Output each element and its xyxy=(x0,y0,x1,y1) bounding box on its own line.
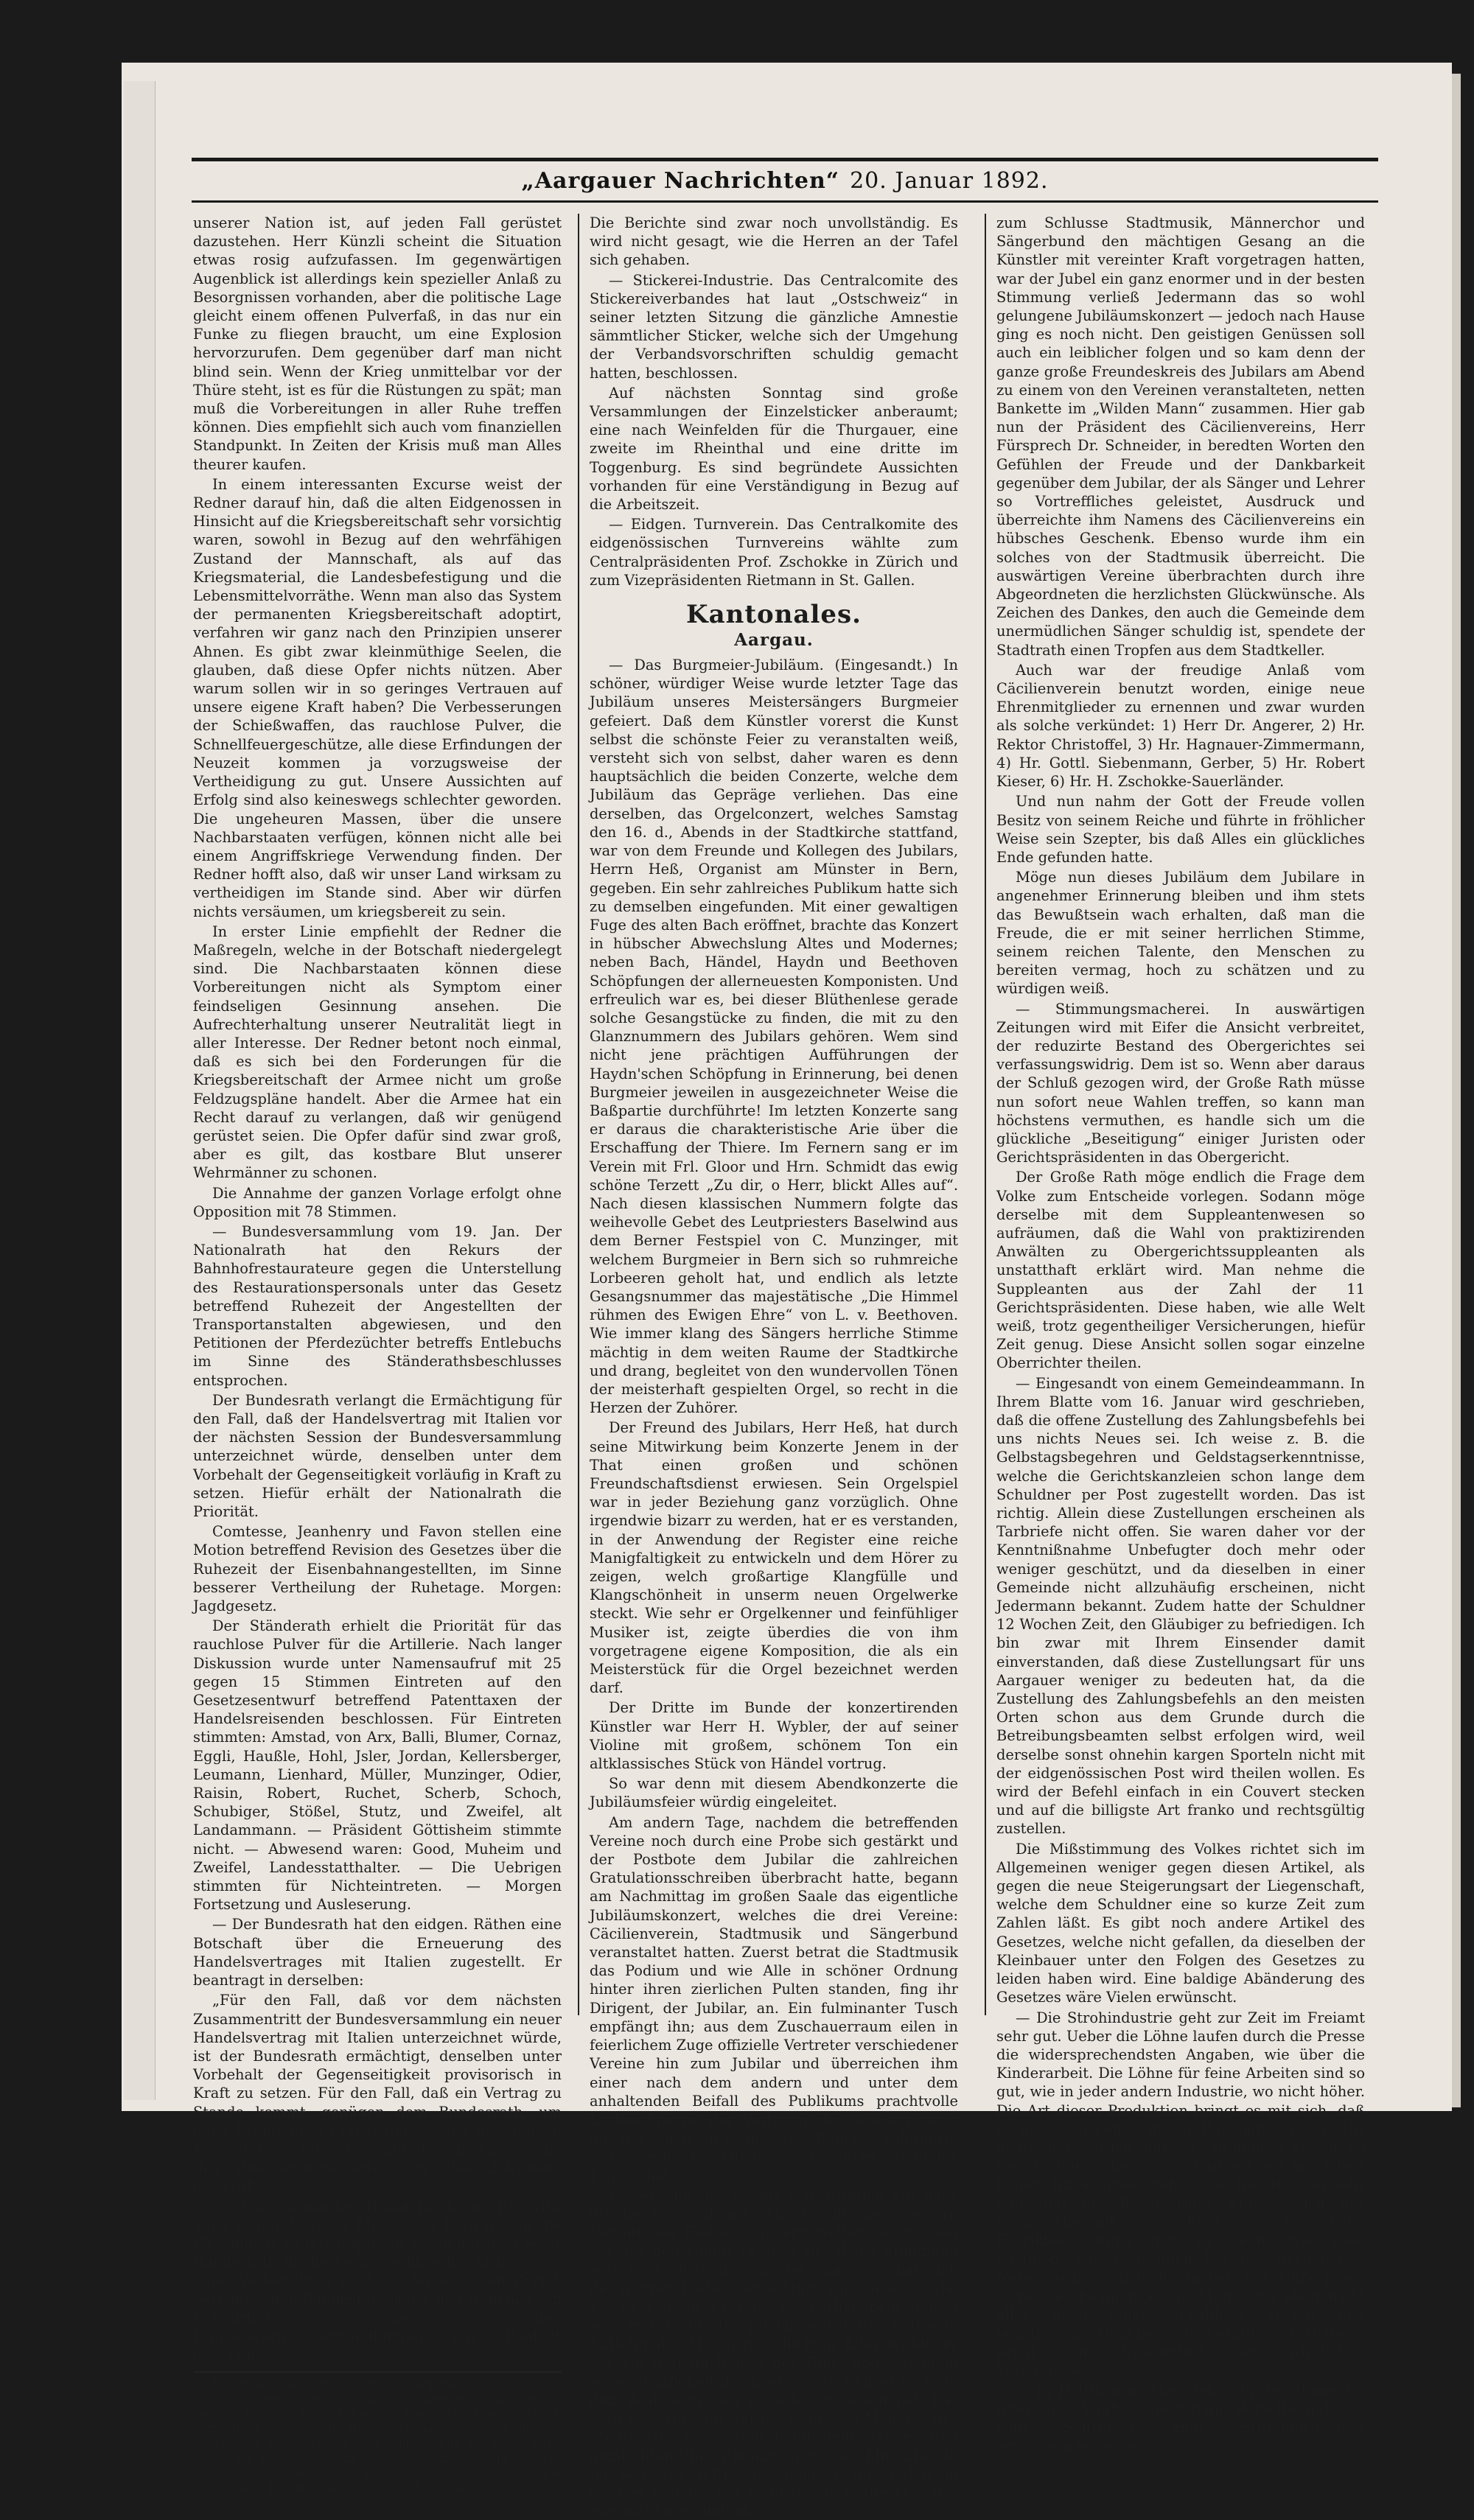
article-paragraph: Der Dritte im Bunde der konzertirenden Künstler war Herr H. Wybler, der auf seiner Violine mit großem, schönem Ton ein altklassisches Stück von Händel vortrug. xyxy=(590,1699,958,1773)
article-paragraph: — Eidgen. Turnverein. Das Centralkomite des eidgenössischen Turnvereins wählte zum Centralpräsidenten Prof. Zschokke in Zürich und zum Vizepräsidenten Rietmann in St. Gallen. xyxy=(590,516,958,589)
article-paragraph: Dieser einleitende Akt war wirklich ein ganz erhebender und wir wissen nun den weitern Verlauf des Festes schildern wollen, so müssen wir uns neuerdings in diese gehobene Stimmung versetzen, denn die gleiche Stimmung hat sich des ganzen Festes bemächtigt. Gingen schon die Vorträge der drei Vereine in so erhabenem Styl, so war erst recht der Jubilar selbst der gefeierte Mittelpunkt. Mit unermüdlichem Eifer wirkte er wie ein Gott im Reiche der Töne, und was er in seiner Thätigkeit geleistet, zeigte sich so recht in dem Andenken, das er sich geschaffen hat. Nie wird er vergessen werden in unsern Mauern. Der Stadtmusik, dem Sängerbund, dem Männer- und gemischten Chor, die alle einzeln als Mitwirkende im Konzerte auftraten, spendete das Publikum reichen Beifall. Den Männerchor wollte es sogar zweimal haben und als xyxy=(590,2186,958,2520)
article-paragraph: — In Dottikon ist Herr Jakob Furter-Stäger im Alter von 45 Jahren gestorben. Derselbe hat sich vom Schreiner zum Strohfabrikanten emporgearbeitet. — xyxy=(996,2381,1365,2455)
article-paragraph: — Eidgenössische Hofnachrichten. Es wird auch in der Schweiz Mode, von Bern aus in die Welt hinaus zu telegraphiren, wenn der oder jener Bundesrath in die Ferien geht, oder zu der oder jener Verhandlung reist 2c. So wird von Zürich berichtet, der Bundesrath habe den italienischen Delegirten bei den Handelsvertragsverhandlungen ein Bankett gegeben. xyxy=(193,2197,562,2364)
adjacent-page-edge xyxy=(124,81,156,2100)
column-right xyxy=(996,214,1365,2455)
article-paragraph: — Stimmungsmacherei. In auswärtigen Zeitungen wird mit Eifer die Ansicht verbreitet, der reduzirte Bestand des Obergerichtes sei verfassungswidrig. Dem ist so. Wenn aber daraus der Schluß gezogen wird, der Große Rath müsse nun sofort neue Wahlen treffen, so kann man höchstens vermuthen, es handle sich um die glückliche „Beseitigung“ einiger Juristen oder Gerichtspräsidenten in das Obergericht. xyxy=(996,1000,1365,1166)
article-paragraph: — Bundesversammlung vom 19. Jan. Der Nationalrath hat den Rekurs der Bahnhofrestaurateure gegen die Unterstellung des Restaurationspersonals unter das Gesetz betreffend Ruhezeit der Angestellten der Transportanstalten abgewiesen, und den Petitionen der Pferdezüchter betreffs Entlebuchs im Sinne des Ständerathsbeschlusses entsprochen. xyxy=(193,1222,562,1389)
article-paragraph: Auch war der freudige Anlaß vom Cäcilienverein benutzt worden, einige neue Ehrenmitglieder zu ernennen und zwar wurden als solche verkündet: 1) Herr Dr. Angerer, 2) Hr. Rektor Christoffel, 3) Hr. Hagnauer-Zimmermann, 4) Hr. Gottl. Siebenmann, Gerber, 5) Hr. Robert Kieser, 6) Hr. H. Zschokke-Sauerländer. xyxy=(996,661,1365,791)
article-paragraph: Und nun nahm der Gott der Freude vollen Besitz von seinem Reiche und führte in fröhlicher Weise sein Szepter, bis daß Alles ein glückliches Ende gefunden hatte. xyxy=(996,793,1365,866)
article-paragraph: zum Schlusse Stadtmusik, Männerchor und Sängerbund den mächtigen Gesang an die Künstler mit vereinter Kraft vorgetragen hatten, war der Jubel ein ganz enormer und in der besten Stimmung verließ Jedermann das so wohl gelungene Jubiläumskonzert — jedoch nach Hause ging es noch nicht. Den geistigen Genüssen soll auch ein leiblicher folgen und so kam denn der ganze große Freundeskreis des Jubilars am Abend zu einem von den Vereinen veranstalteten, netten Bankette im „Wilden Mann“ zusammen. Hier gab nun der Präsident des Cäcilienvereins, Herr Fürsprech Dr. Schneider, in beredten Worten den Gefühlen der Freude und der Dankbarkeit gegenüber dem Jubilar, der als Sänger und Lehrer so Vortreffliches geleistet, Ausdruck und überreichte ihm Namens des Cäcilienvereins ein hübsches Geschenk. Ebenso wurde ihm ein solches von der Stadtmusik überreicht. Die auswärtigen Vereine überbrachten durch ihre Abgeordneten die herzlichsten Glückwünsche. Als Zeichen des Dankes, den auch die Gemeinde dem unermüdlichen Sänger schuldig ist, spendete der Stadtrath einen Tropfen aus dem Stadtkeller. xyxy=(996,214,1365,659)
paper-edge xyxy=(1452,74,1461,2107)
article-paragraph: Der Große Rath möge endlich die Frage dem Volke zum Entscheide vorlegen. Sodann möge derselbe mit dem Suppleantenwesen so aufräumen, daß die Wahl von praktizirenden Anwälten zu Obergerichtssuppleanten als unstatthaft erklärt wird. Man nehme die Suppleanten aus der Zahl der 11 Gerichtspräsidenten. Diese haben, wie alle Welt weiß, trotz gegentheiliger Versicherungen, hiefür Zeit genug. Diese Ansicht sollen sogar einzelne Oberrichter theilen. xyxy=(996,1169,1365,1372)
article-paragraph: Der Freund des Jubilars, Herr Heß, hat durch seine Mitwirkung beim Konzerte Jenem in der That einen großen und schönen Freundschaftsdienst erwiesen. Sein Orgelspiel war in jeder Beziehung ganz vorzüglich. Ohne irgendwie bizarr zu werden, hat er es verstanden, in der Anwendung der Register eine reiche Manigfaltigkeit zu entwickeln und dem Hörer zu zeigen, welch großartige Klangfülle und Klangschönheit in unserm neuen Orgelwerke steckt. Wie sehr er Orgelkenner und feinfühliger Musiker ist, zeigte überdies die von ihm vorgetragene eigene Komposition, die als ein Meisterstück für die Orgel bezeichnet werden darf. xyxy=(590,1419,958,1697)
article-paragraph: Möge nun dieses Jubiläum dem Jubilare in angenehmer Erinnerung bleiben und ihm stets das Bewußtsein wach erhalten, daß man die Freude, die er mit seiner herrlichen Stimme, seinem reichen Talente, den Menschen zu bereiten vermag, hoch zu schätzen und zu würdigen weiß. xyxy=(996,869,1365,998)
article-paragraph: — Eingesandt von einem Gemeindeammann. In Ihrem Blatte vom 16. Januar wird geschrieben, daß die offene Zustellung des Zahlungsbefehls bei uns nichts Neues sei. Ich weise z. B. die Gelbstagsbegehren und Geldstagserkenntnisse, welche die Gerichtskanzleien schon lange dem Schuldner per Post zugestellt worden. Das ist richtig. Allein diese Zustellungen erscheinen als Tarbriefe nicht offen. Sie waren daher vor der Kenntnißnahme Unbefugter doch mehr oder weniger geschützt, und da dieselben in einer Gemeinde nicht allzuhäufig erscheinen, nicht Jedermann bekannt. Zudem hatte der Schuldner 12 Wochen Zeit, den Gläubiger zu befriedigen. Ich bin zwar mit Ihrem Einsender damit einverstanden, daß diese Zustellungsart für uns Aargauer weniger zu bedeuten hat, da die Zustellung des Zahlungsbefehls an den meisten Orten schon aus dem Grunde durch die Betreibungsbeamten selbst erfolgen wird, weil derselbe sonst ohnehin kargen Sporteln nicht mit der eidgenössischen Post wird theilen wollen. Es wird der Befehl einfach in ein Couvert stecken und auf die billigste Art franko und rechtsgültig zustellen. xyxy=(996,1374,1365,1838)
header-rule-bottom xyxy=(192,200,1378,203)
issue-date: 20. Januar 1892. xyxy=(850,167,1049,194)
article-paragraph: — Das Burgmeier-Jubiläum. (Eingesandt.) In schöner, würdiger Weise wurde letzter Tage das Jubiläum unseres Meistersängers Burgmeier gefeiert. Daß dem Künstler vorerst die Kunst selbst die schönste Feier zu veranstalten weiß, versteht sich von selbst, daher waren es denn hauptsächlich die beiden Conzerte, welche dem Jubiläum das Gepräge verliehen. Das eine derselben, das Orgelconzert, welches Samstag den 16. d., Abends in der Stadtkirche stattfand, war von dem Freunde und Kollegen des Jubilars, Herrn Heß, Organist am Münster in Bern, gegeben. Ein sehr zahlreiches Publikum hatte sich zu demselben eingefunden. Mit einer gewaltigen Fuge des alten Bach eröffnet, brachte das Konzert in hübscher Abwechslung Altes und Modernes; neben Bach, Händel, Haydn und Beethoven Schöpfungen der allerneuesten Komponisten. Und erfreulich war es, bei dieser Blüthenlese gerade solche Gesangstücke zu finden, die mit zu den Glanznummern des Jubilars gehören. Wem sind nicht jene prächtigen Aufführungen der Haydn'schen Schöpfung in Erinnerung, bei denen Burgmeier jeweilen in ausgezeichneter Weise die Baßpartie durchführte! Im letzten Konzerte sang er daraus die charakteristische Arie über die Erschaffung der Thiere. Im Fernern sang er im Verein mit Frl. Gloor und Hrn. Schmidt das ewig schöne Terzett „Zu dir, o Herr, blickt Alles auf“. Nach diesen klassischen Nummern folgte das weihevolle Gebet des Leutpriesters Baselwind aus dem Berner Festspiel von C. Munzinger, mit welchem Burgmeier in Bern sich so ruhmreiche Lorbeeren geholt hat, und endlich als letzte Gesangsnummer das majestätische „Die Himmel rühmen des Ewigen Ehre“ von L. v. Beethoven. Wie immer klang des Sängers herrliche Stimme mächtig in dem weiten Raume der Stadtkirche und drang, begleitet von den wundervollen Tönen der meisterhaft gespielten Orgel, so recht in die Herzen der Zuhörer. xyxy=(590,657,958,1417)
feuilleton-divider xyxy=(193,2371,562,2373)
article-paragraph: „Für den Fall, daß vor dem nächsten Zusammentritt der Bundesversammlung ein neuer Handelsvertrag mit Italien unterzeichnet würde, ist der Bundesrath ermächtigt, denselben unter Vorbehalt der Gegenseitigkeit provisorisch in Kraft zu setzen. Für den Fall, daß ein Vertrag zu Stande kommt, genügen dem Bundesrath, um jeder Eventualität zu begegnen, seine allgemeinen Kompetenzen im Verein mit denjenigen, welche ihm das Bundesgesetz über das Zollwesen gewährt.“ xyxy=(193,1992,562,2195)
article-paragraph: Am andern Tage, nachdem die betreffenden Vereine noch durch eine Probe sich gestärkt und der Postbote dem Jubilar die zahlreichen Gratulationsschreiben überbracht hatte, begann am Nachmittag im großen Saale das eigentliche Jubiläumskonzert, welches die drei Vereine: Cäcilienverein, Stadtmusik und Sängerbund veranstaltet hatten. Zuerst betrat die Stadtmusik das Podium und wie Alle in schöner Ordnung hinter ihren zierlichen Pulten standen, fing ihr Dirigent, der Jubilar, an. Ein fulminanter Tusch empfängt ihn; aus dem Zuschauerraum eilen in feierlichem Zuge offizielle Vertreter verschiedener Vereine hin zum Jubilar und überreichen ihm einer nach dem andern und unter dem anhaltenden Beifall des Publikums prachtvolle Lorbeerkränze, der Vertreter des Gesangvereins aus der einstigen Heimat des Jubilars, Solothurn, sogar ein krystallenes, in Silber gefaßtes Trinkgefäß. xyxy=(590,1813,958,2184)
header-rule-top xyxy=(192,158,1378,161)
article-paragraph: — Stickerei-Industrie. Das Centralcomite des Stickereiverbandes hat laut „Ostschweiz“ in seiner letzten Sitzung die gänzliche Amnestie sämmtlicher Sticker, welche sich der Umgehung der Verbandsvorschriften schuldig gemacht hatten, beschlossen. xyxy=(590,271,958,382)
page-header xyxy=(192,164,1378,197)
article-paragraph: Der Bundesrath verlangt die Ermächtigung für den Fall, daß der Handelsvertrag mit Italien vor der nächsten Session der Bundesversammlung unterzeichnet würde, denselben unter dem Vorbehalt der Gegenseitigkeit vorläufig in Kraft zu setzen. Hiefür erhält der Nationalrath die Priorität. xyxy=(193,1391,562,1521)
article-paragraph: — Der Bundesrath hat den eidgen. Räthen eine Botschaft über die Erneuerung des Handelsvertrages mit Italien zugestellt. Er beantragt in derselben: xyxy=(193,1916,562,1989)
article-paragraph: Die Annahme der ganzen Vorlage erfolgt ohne Opposition mit 78 Stimmen. xyxy=(193,1184,562,1220)
newspaper-title: „Aargauer Nachrichten“ xyxy=(521,167,840,194)
article-paragraph: unserer Nation ist, auf jeden Fall gerüstet dazustehen. Herr Künzli scheint die Situation etwas rosig aufzufassen. Im gegenwärtigen Augenblick ist allerdings kein spezieller Anlaß zu Besorgnissen vorhanden, aber die politische Lage gleicht einem offenen Pulverfaß, in das nur ein Funke zu fliegen braucht, um eine Explosion hervorzurufen. Dem gegenüber darf man nicht blind sein. Wenn der Krieg unmittelbar vor der Thüre steht, ist es für die Rüstungen zu spät; man muß die Vorbereitungen in aller Ruhe treffen können. Dies empfiehlt sich auch vom finanziellen Standpunkt. In Zeiten der Krisis muß man Alles theurer kaufen. xyxy=(193,214,562,473)
column-divider-1 xyxy=(578,214,579,2015)
column-middle xyxy=(590,214,958,2520)
article-paragraph: In einem interessanten Excurse weist der Redner darauf hin, daß die alten Eidgenossen in Hinsicht auf die Kriegsbereitschaft sehr vorsichtig waren, sowohl in Bezug auf den wehrfähigen Zustand der Mannschaft, als auf das Kriegsmaterial, die Landesbefestigung und die Lebensmittelvorräthe. Wenn man also das System der permanenten Kriegsbereitschaft adoptirt, verfahren wir ganz nach den Prinzipien unserer Ahnen. Es gibt zwar kleinmüthige Seelen, die glauben, daß diese Opfer nichts nützen. Aber warum sollen wir in so geringes Vertrauen auf unsere eigene Kraft haben? Die Verbesserungen der Schießwaffen, das rauchlose Pulver, die Schnellfeuergeschütze, alle diese Erfindungen der Neuzeit kommen ja vorzugsweise der Vertheidigung zu gut. Unsere Aussichten auf Erfolg sind also keineswegs schlechter geworden. Die ungeheuren Massen, über die unsere Nachbarstaaten verfügen, können nicht alle bei einem Angriffskriege Verwendung finden. Der Redner hofft also, daß wir unser Land wirksam zu vertheidigen im Stande sind. Aber wir dürfen nichts versäumen, um kriegsbereit zu sein. xyxy=(193,475,562,920)
feuilleton-text: Brautstand damit zubringen, uns gegenseitig zu ironisiren, und mit unseren Gefühlen zu experimentiren!, „Ah, das ist Deine Schuld und Deine Erfindung. Aber Du hast mich wirklich allmählig dazu vermocht, dieser Art und Weise auch eigenen Geschmack abzugewinnen. Ich begreife nur den guten Papa nicht, der einem so warm empfindenden Geschöpf wie Dir gegenüber so lange schwankt, statt Dich sofort in die herrlichsten Träume von einem zukünftigen Glück wiegt.“ xyxy=(193,2378,562,2495)
article-paragraph: Comtesse, Jeanhenry und Favon stellen eine Motion betreffend Revision des Gesetzes über die Ruhezeit der Eisenbahnangestellten, im Sinne besserer Vertheilung der Ruhetage. Morgen: Jagdgesetz. xyxy=(193,1523,562,1615)
article-paragraph: Auf nächsten Sonntag sind große Versammlungen der Einzelsticker anberaumt; eine nach Weinfelden für die Thurgauer, eine zweite im Rheinthal und eine dritte im Toggenburg. Es sind begründete Aussichten vorhanden für eine Verständigung in Bezug auf die Arbeitszeit. xyxy=(590,384,958,514)
section-title: Kantonales. xyxy=(686,600,862,630)
section-subtitle: Aargau. xyxy=(734,630,814,651)
article-paragraph: Die Mißstimmung des Volkes richtet sich im Allgemeinen weniger gegen diesen Artikel, als gegen die neue Steigerungsart der Liegenschaft, welche dem Schuldner eine so kurze Zeit zum Zahlen läßt. Es gibt noch andere Artikel des Gesetzes, welche nicht gefallen, da dieselben der Kleinbauer unter den Folgen des Gesetzes zu leiden haben wird. Eine baldige Abänderung des Gesetzes wäre Vielen erwünscht. xyxy=(996,1840,1365,2006)
article-paragraph: Die Berichte sind zwar noch unvollständig. Es wird nicht gesagt, wie die Herren an der Tafel sich gehaben. xyxy=(590,214,958,269)
column-left xyxy=(193,214,562,2495)
article-paragraph: — Die Strohindustrie geht zur Zeit im Freiamt sehr gut. Ueber die Löhne laufen durch die Presse die widersprechendsten Angaben, wie über die Kinderarbeit. Die Löhne für feine Arbeiten sind so gut, wie in jeder andern Industrie, wo nicht höher. Die Art dieser Produktion bringt es mit sich, daß zu gewissen Zeiten in der Hausindustrie so sehr gearbeitet werden muß, als zu andern Zeiten, so von Kindern, die jetzt allerdings solche Arbeit haben. Im Sommer steht diese Industrie so sehr still und die Bevölkerung widmet sich der Landwirthschaft. Eine eigentliche Fabrikbevölkerung gibt es nicht, wie viele Familien, wie begreiflich bei der bezüglichen Nebenverdienst gänzlich gelöst sind. Ohne jenen wäre dies kaum möglich. Man kann eben nicht alles nach einer Schablone ziehen und beurtheilen. Manches der bezüglichen Urtheile zeugt von Unkenntniß der wirklichen Verhältnisse. xyxy=(996,2009,1365,2379)
article-paragraph: In erster Linie empfiehlt der Redner die Maßregeln, welche in der Botschaft niedergelegt sind. Die Nachbarstaaten können diese Vorbereitungen nicht als Symptom einer feindseligen Gesinnung ansehen. Die Aufrechterhaltung unserer Neutralität liegt in aller Interesse. Der Redner betont noch einmal, daß es sich bei den Forderungen für die Kriegsbereitschaft der Armee nicht um große Feldzugspläne handelt. Aber die Armee hat ein Recht darauf zu verlangen, daß wir genügend gerüstet seien. Die Opfer dafür sind zwar groß, aber es gilt, das kostbare Blut unserer Wehrmänner zu schonen. xyxy=(193,923,562,1182)
column-divider-2 xyxy=(985,214,986,2015)
article-paragraph: So war denn mit diesem Abendkonzerte die Jubiläumsfeier würdig eingeleitet. xyxy=(590,1775,958,1811)
article-paragraph: Der Ständerath erhielt die Priorität für das rauchlose Pulver für die Artillerie. Nach langer Diskussion wurde unter Namensaufruf mit 25 gegen 15 Stimmen Eintreten auf den Gesetzesentwurf betreffend Patenttaxen der Handelsreisenden beschlossen. Für Eintreten stimmten: Amstad, von Arx, Balli, Blumer, Cornaz, Eggli, Haußle, Hohl, Jsler, Jordan, Kellersberger, Leumann, Lienhard, Müller, Munzinger, Odier, Raisin, Robert, Ruchet, Scherb, Schoch, Schubiger, Stößel, Stutz, und Zweifel, alt Landammann. — Präsident Göttisheim stimmte nicht. — Abwesend waren: Good, Muheim und Zweifel, Landesstatthalter. — Die Uebrigen stimmten für Nichteintreten. — Morgen Fortsetzung und Ausleserung. xyxy=(193,1617,562,1914)
